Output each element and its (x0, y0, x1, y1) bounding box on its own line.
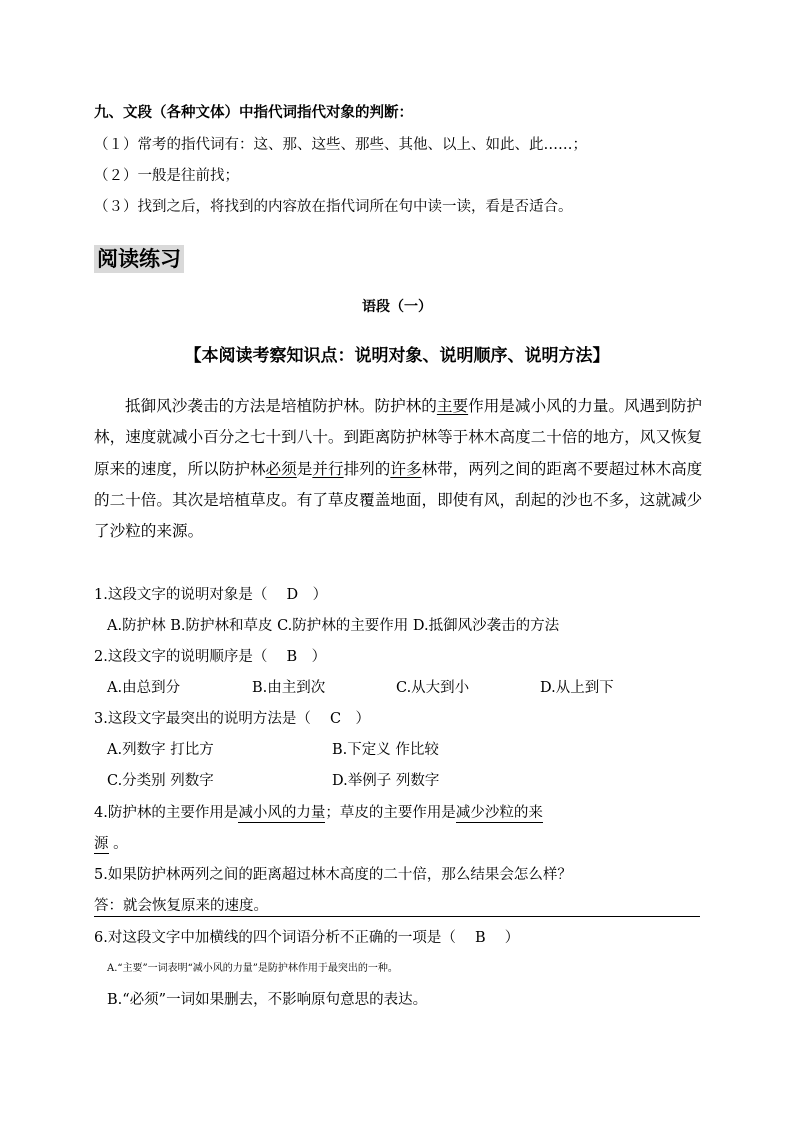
question-4-continued: 源 。 (94, 836, 128, 852)
section9-item1: （１）常考的指代词有：这、那、这些、那些、其他、以上、如此、此……； (94, 137, 587, 153)
answer-blank-1: 减小风的力量 (238, 805, 326, 821)
question-3-option-d: D.举例子 列数字 (332, 773, 440, 789)
passage-title: 语段（一） (362, 299, 432, 315)
answer-blank-2-continued: 源 (94, 836, 109, 852)
question-3: 3.这段文字最突出的说明方法是（ C ） (94, 711, 371, 727)
question-1: 1.这段文字的说明对象是（ D ） (94, 587, 328, 603)
question-6-option-a: A.“主要”一词表明“减小风的力量”是防护林作用于最突出的一种。 (107, 963, 398, 974)
underlined-word-bixu: 必须 (265, 459, 297, 478)
underlined-word-bingxing: 并行 (312, 459, 344, 478)
question-2-option-a: A.由总到分 (107, 680, 181, 696)
question-4: 4.防护林的主要作用是减小风的力量；草皮的主要作用是减少沙粒的来 (94, 805, 543, 821)
answer-blank-2: 减少沙粒的来 (455, 805, 543, 821)
knowledge-points: 【本阅读考察知识点：说明对象、说明顺序、说明方法】 (184, 346, 610, 366)
underlined-word-zhuyao: 主要 (436, 397, 469, 415)
question-6: 6.对这段文字中加横线的四个词语分析不正确的一项是（ B ） (94, 930, 520, 946)
section9-item2: （２）一般是往前找； (94, 168, 239, 184)
passage: 抵御风沙袭击的方法是培植防护林。防护林的主要作用是减小风的力量。风遇到防护林，速度就减小百分之七十到八十。到距离防护林等于林木高度二十倍的地方，风又恢复原来的速度，所以防护林必须是并行排列的许多林带，两列之间的距离不要超过林木高度的二十倍。其次是培植草皮。有了草皮覆盖地面，即使有风，刮起的沙也不多，这就减少了沙粒的来源。 (94, 397, 703, 541)
question-3-option-b: B.下定义 作比较 (332, 742, 439, 758)
question-2: 2.这段文字的说明顺序是（ B ） (94, 649, 327, 665)
section9-title: 九、文段（各种文体）中指代词指代对象的判断： (94, 104, 413, 121)
question-2-option-c: C.从大到小 (396, 680, 470, 696)
question-5: 5.如果防护林两列之间的距离超过林木高度的二十倍，那么结果会怎么样？ (94, 867, 572, 883)
question-2-option-b: B.由主到次 (252, 680, 326, 696)
question-2-option-d: D.从上到下 (540, 680, 614, 696)
reading-practice-heading: 阅读练习 (94, 245, 184, 273)
question-3-option-c: C.分类别 列数字 (107, 773, 214, 789)
underlined-word-xuduo: 许多 (390, 459, 422, 478)
question-1-options: A.防护林 B.防护林和草皮 C.防护林的主要作用 D.抵御风沙袭击的方法 (107, 618, 560, 634)
question-6-option-b: B.“必须”一词如果删去，不影响原句意思的表达。 (107, 992, 428, 1008)
question-5-answer: 答：就会恢复原来的速度。 (94, 896, 700, 917)
question-3-option-a: A.列数字 打比方 (107, 742, 214, 758)
section9-item3: （３）找到之后，将找到的内容放在指代词所在句中读一读，看是否适合。 (94, 199, 573, 215)
